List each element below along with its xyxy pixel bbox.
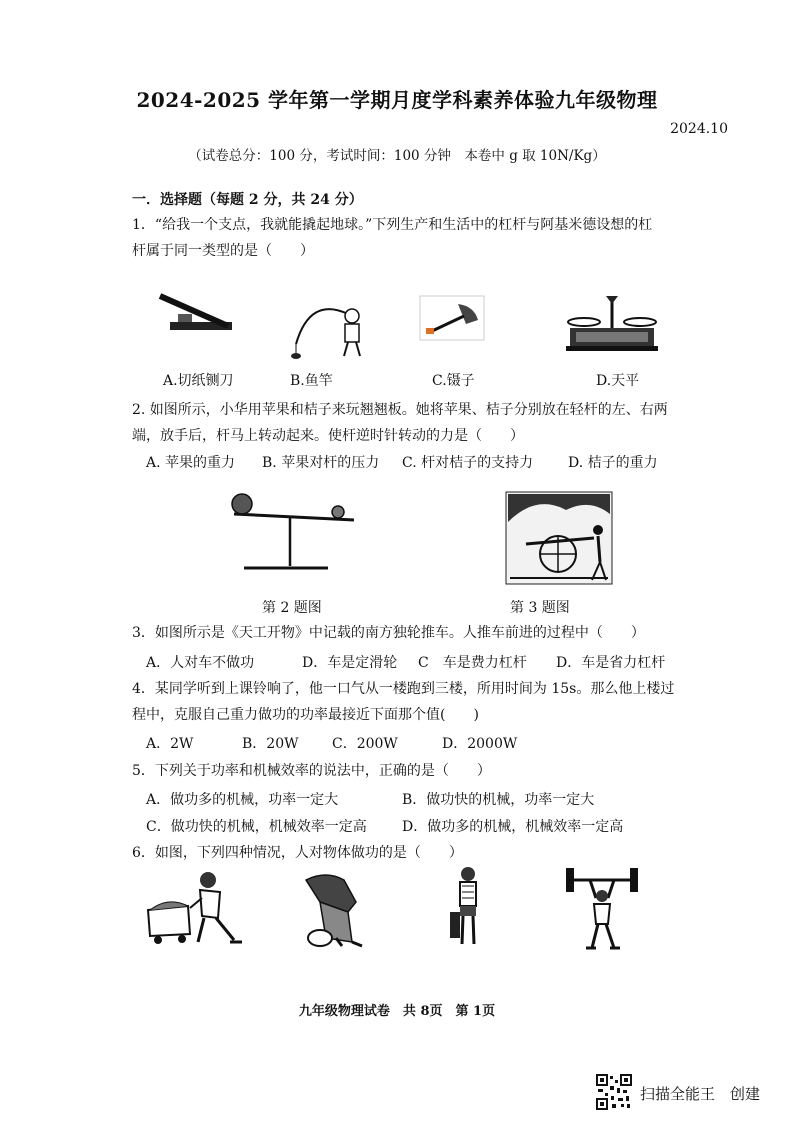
question-4-line2: 程中，克服自己重力做功的功率最接近下面那个值( ) <box>132 707 479 723</box>
q1-label-a: A.切纸铡刀 <box>163 373 234 389</box>
paper-cutter-image <box>150 292 240 342</box>
q2-option-b: B. 苹果对杆的压力 <box>262 455 380 471</box>
lifting-rock-figure <box>296 872 372 948</box>
q3-option-b: D．车是定滑轮 <box>302 655 398 671</box>
q1-label-c: C.镊子 <box>432 373 475 389</box>
q5-option-b: B．做功快的机械，功率一定大 <box>402 792 595 808</box>
wheelbarrow-figure <box>506 492 612 584</box>
exam-date: 2024.10 <box>670 121 728 137</box>
question-1-line1: 1．“给我一个支点，我就能撬起地球。”下列生产和生活中的杠杆与阿基米德设想的杠 <box>132 217 653 233</box>
q5-option-d: D．做功多的机械，机械效率一定高 <box>402 819 624 835</box>
q2-option-a: A. 苹果的重力 <box>146 455 236 471</box>
seesaw-figure <box>228 494 338 576</box>
q1-label-d: D.天平 <box>596 373 640 389</box>
fig3-caption: 第 3 题图 <box>510 600 570 616</box>
question-2-line2: 端，放手后，杆马上转动起来。使杆逆时针转动的力是（ ） <box>132 428 524 444</box>
q2-option-d: D. 桔子的重力 <box>568 455 658 471</box>
fishing-rod-image <box>290 296 370 360</box>
exam-info: （试卷总分：100 分，考试时间：100 分钟 本卷中 g 取 10N/Kg） <box>188 148 606 164</box>
tweezers-image <box>418 294 486 342</box>
q1-label-b: B.鱼竿 <box>290 373 333 389</box>
question-2 <box>132 397 692 449</box>
fig2-caption: 第 2 题图 <box>262 600 322 616</box>
q5-option-c: C．做功快的机械，机械效率一定高 <box>146 819 367 835</box>
scanner-watermark: 扫描全能王 创建 <box>640 1085 761 1103</box>
q2-option-c: C. 杆对桔子的支持力 <box>402 455 534 471</box>
section-title: 一．选择题（每题 2 分，共 24 分） <box>132 192 363 208</box>
balance-scale-image <box>562 292 662 354</box>
q4-option-c: C．200W <box>332 736 398 752</box>
question-4-line1: 4．某同学听到上课铃响了，他一口气从一楼跑到三楼，所用时间为 15s。那么他上楼过 <box>132 681 675 697</box>
q3-option-a: A．人对车不做功 <box>146 655 255 671</box>
question-2-line1: 2. 如图所示，小华用苹果和桔子来玩翘翘板。她将苹果、桔子分别放在轻杆的左、右两 <box>132 402 668 418</box>
question-6: 6．如图，下列四种情况，人对物体做功的是（ ） <box>132 845 463 861</box>
weightlifter-figure <box>562 866 642 952</box>
question-3: 3．如图所示是《天工开物》中记载的南方独轮推车。人推车前进的过程中（ ） <box>132 625 645 641</box>
q5-option-a: A．做功多的机械，功率一定大 <box>146 792 339 808</box>
page-footer: 九年级物理试卷 共 8页 第 1页 <box>298 1004 496 1019</box>
q4-option-b: B．20W <box>242 736 299 752</box>
question-1 <box>132 212 692 264</box>
q3-option-c: C 车是费力杠杆 <box>418 655 527 671</box>
question-1-line2: 杆属于同一类型的是（ ） <box>132 243 314 259</box>
qr-code-icon <box>596 1074 632 1110</box>
exam-title: 2024-2025 学年第一学期月度学科素养体验九年级物理 <box>136 88 658 112</box>
pushing-cart-figure <box>146 870 246 946</box>
q4-option-d: D．2000W <box>442 736 518 752</box>
question-4 <box>132 676 692 728</box>
question-5: 5．下列关于功率和机械效率的说法中，正确的是（ ） <box>132 763 491 779</box>
carrying-bag-figure <box>448 866 488 948</box>
q4-option-a: A．2W <box>146 736 194 752</box>
q3-option-d: D．车是省力杠杆 <box>556 655 666 671</box>
